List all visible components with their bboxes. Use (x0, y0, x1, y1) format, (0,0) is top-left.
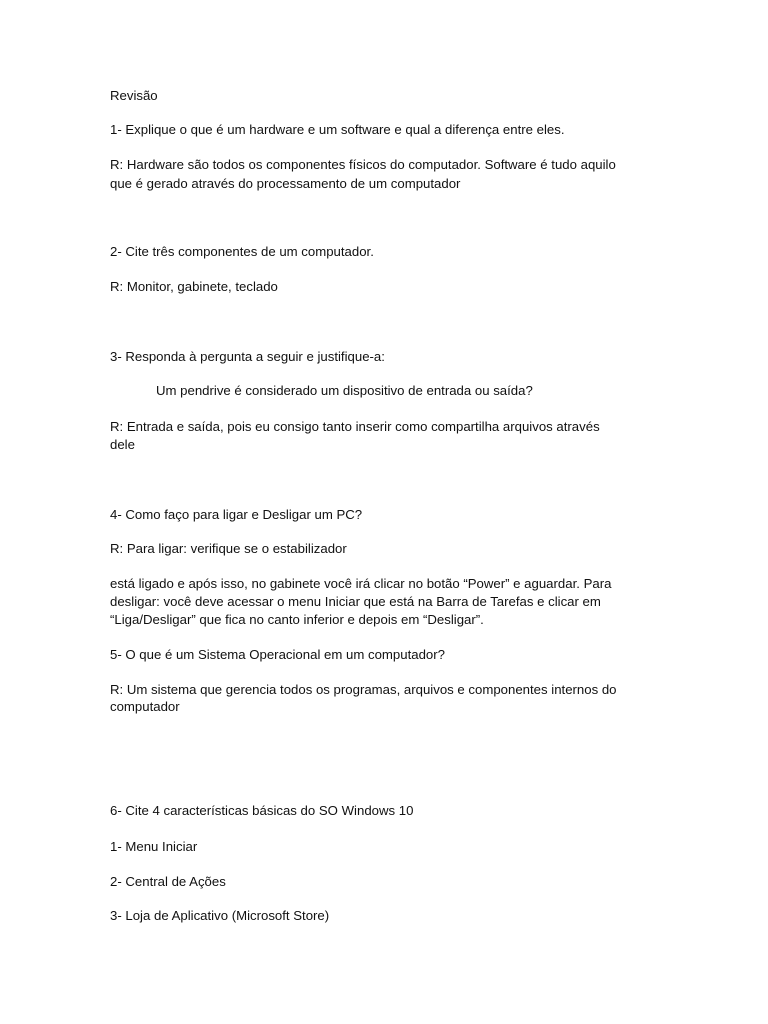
question-3: 3- Responda à pergunta a seguir e justifique-a: (110, 349, 385, 364)
answer-4-line-3: desligar: você deve acessar o menu Iniciar que está na Barra de Tarefas e clicar em (110, 594, 601, 609)
list-item: 1- Menu Iniciar (110, 839, 198, 854)
list-item: 3- Loja de Aplicativo (Microsoft Store) (110, 908, 330, 923)
answer-5-line-1: R: Um sistema que gerencia todos os programas, arquivos e componentes internos do (110, 682, 617, 697)
answer-4-line-2: está ligado e após isso, no gabinete você irá clicar no botão “Power” e aguardar. Para (110, 576, 612, 591)
question-1: 1- Explique o que é um hardware e um software e qual a diferença entre eles. (110, 122, 565, 137)
answer-1-line-2: que é gerado através do processamento de um computador (110, 176, 461, 191)
answer-4-line-4: “Liga/Desligar” que fica no canto inferior e depois em “Desligar”. (110, 612, 484, 627)
answer-2: R: Monitor, gabinete, teclado (110, 279, 278, 294)
answer-4-line-1: R: Para ligar: verifique se o estabilizador (110, 541, 347, 556)
answer-3-line-1: R: Entrada e saída, pois eu consigo tanto inserir como compartilha arquivos através (110, 419, 600, 434)
answer-3-line-2: dele (110, 437, 135, 452)
question-6: 6- Cite 4 características básicas do SO Windows 10 (110, 803, 414, 818)
question-3-prompt: Um pendrive é considerado um dispositivo de entrada ou saída? (156, 383, 533, 398)
question-5: 5- O que é um Sistema Operacional em um computador? (110, 647, 445, 662)
document-title: Revisão (110, 88, 158, 103)
list-item: 2- Central de Ações (110, 874, 226, 889)
answer-1-line-1: R: Hardware são todos os componentes físicos do computador. Software é tudo aquilo (110, 157, 616, 172)
answer-5-line-2: computador (110, 699, 180, 714)
question-2: 2- Cite três componentes de um computador. (110, 244, 374, 259)
question-4: 4- Como faço para ligar e Desligar um PC? (110, 507, 363, 522)
